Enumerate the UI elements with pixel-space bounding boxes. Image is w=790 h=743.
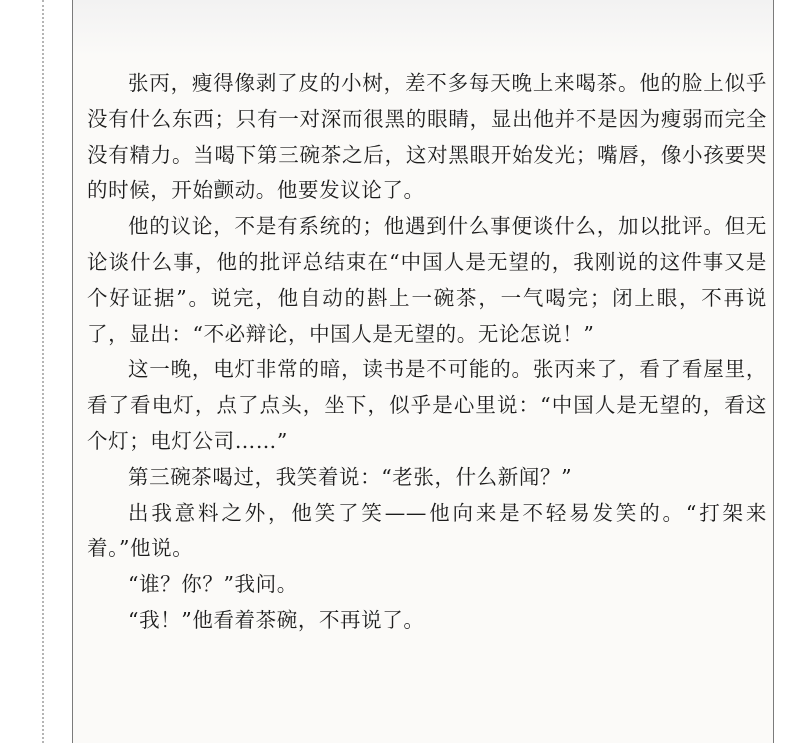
paragraph-dim-light: 这一晚，电灯非常的暗，读书是不可能的。张丙来了，看了看屋里，看了看电灯，点了点头，坐下，似乎是心里说：“中国人是无望的，看这个灯；电灯公司……” xyxy=(87,357,767,453)
paragraph-his-arguments: 他的议论，不是有系统的；他遇到什么事便谈什么，加以批评。但无论谈什么事，他的批评总结束在“中国人是无望的，我刚说的这件事又是个好证据”。说完，他自动的斟上一碗茶，一气喝完；闭上眼，不再说了，显出：“不必辩论，中国人是无望的。无论怎说！” xyxy=(87,214,767,346)
margin-dotted-line xyxy=(42,0,44,743)
paragraph-who-question: “谁？你？”我问。 xyxy=(128,572,298,597)
paragraph-unexpected-smile: 出我意料之外，他笑了笑——他向来是不轻易发笑的。“打架来着。”他说。 xyxy=(87,500,767,561)
paragraph-third-bowl: 第三碗茶喝过，我笑着说：“老张，什么新闻？” xyxy=(128,464,573,489)
body-text xyxy=(87,66,767,639)
paragraph-zhang-bing-intro: 张丙，瘦得像剥了皮的小树，差不多每天晚上来喝茶。他的脸上似乎没有什么东西；只有一对深而很黑的眼睛，显出他并不是因为瘦弱而完全没有精力。当喝下第三碗茶之后，这对黑眼开始发光；嘴唇，像小孩要哭的时候，开始颤动。他要发议论了。 xyxy=(87,71,767,203)
book-page xyxy=(72,0,774,743)
paragraph-me-answer: “我！”他看着茶碗，不再说了。 xyxy=(128,607,425,632)
page-top-shadow xyxy=(73,0,773,56)
